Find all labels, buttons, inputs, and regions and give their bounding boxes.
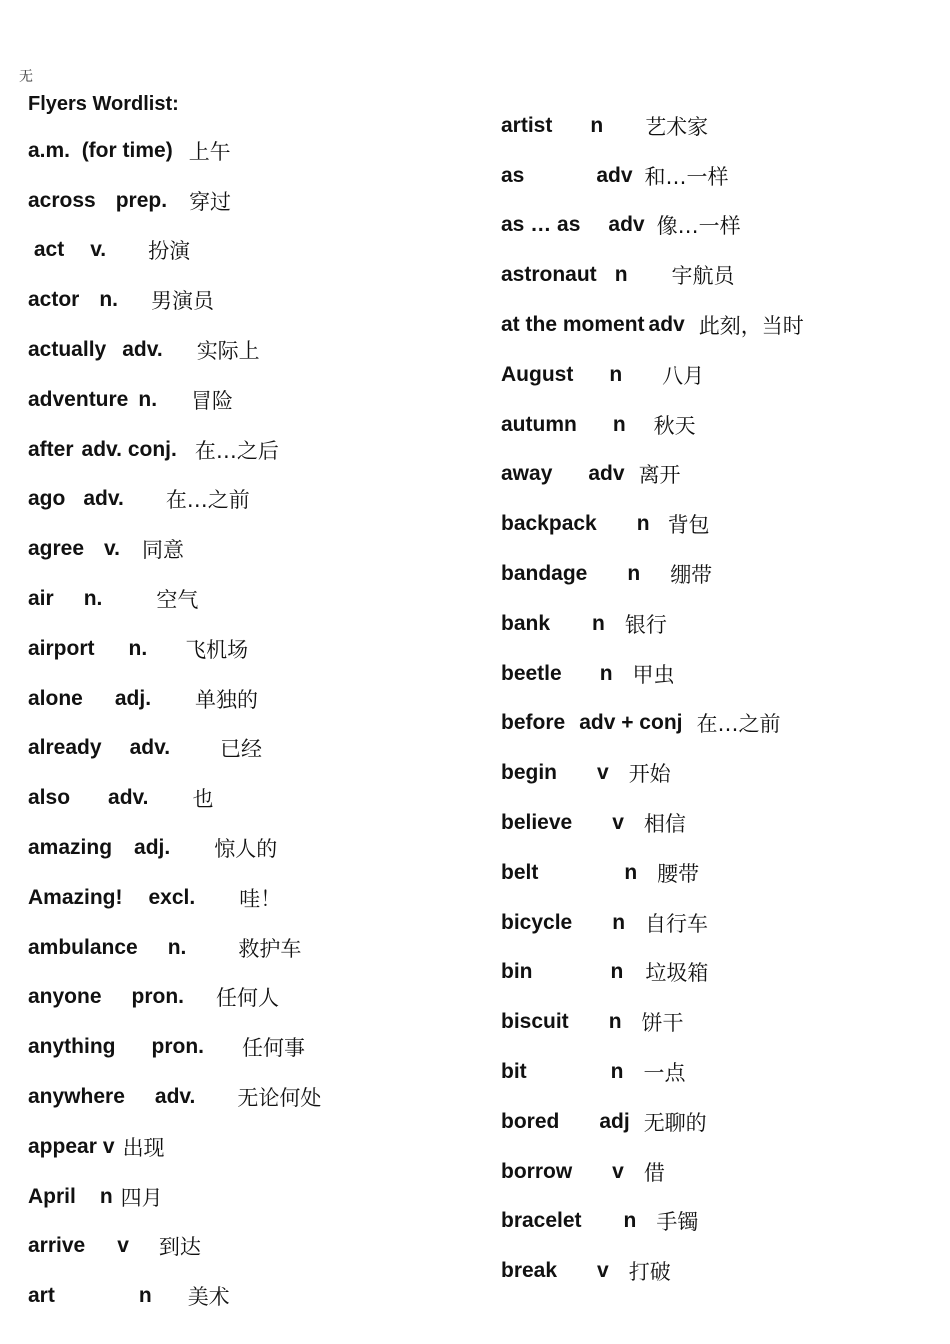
entry-part-of-speech: adv. <box>154 1085 196 1109</box>
left-word-entry <box>28 425 321 475</box>
entry-word: backpack <box>501 512 597 536</box>
entry-word: bandage <box>501 562 588 586</box>
entry-part-of-speech: v. <box>104 537 121 561</box>
entry-word: as … as <box>501 213 581 237</box>
entry-translation: 手镯 <box>656 1210 699 1235</box>
entry-translation: 飞机场 <box>185 637 249 662</box>
entry-translation: 甲虫 <box>632 662 675 687</box>
right-word-entry <box>501 848 804 898</box>
entry-part-of-speech: n <box>612 910 626 934</box>
entry-part-of-speech: n <box>624 860 638 884</box>
entry-part-of-speech: adv + conj <box>579 711 683 735</box>
entry-translation: 也 <box>192 787 214 812</box>
right-word-entry <box>501 1197 804 1247</box>
entry-translation: 相信 <box>643 812 686 837</box>
entry-translation: 无论何处 <box>237 1086 322 1111</box>
entry-translation: 上午 <box>188 139 231 164</box>
right-word-entry <box>501 300 804 350</box>
entry-word: actually <box>28 338 107 362</box>
right-word-entry <box>501 948 804 998</box>
entry-word: astronaut <box>501 263 597 287</box>
entry-part-of-speech: n. <box>138 387 158 411</box>
entry-translation: 八月 <box>662 363 705 388</box>
entry-translation: 哇！ <box>239 886 282 911</box>
entry-part-of-speech: n <box>590 113 604 137</box>
entry-word: artist <box>501 113 553 137</box>
entry-part-of-speech: adv <box>648 313 685 337</box>
entry-word: a.m. (for time) <box>28 138 173 162</box>
entry-part-of-speech: n <box>627 562 641 586</box>
entry-translation: 惊人的 <box>214 837 278 862</box>
entry-translation: 穿过 <box>189 189 232 214</box>
right-word-entry <box>501 549 804 599</box>
entry-translation: 救护车 <box>238 936 302 961</box>
entry-part-of-speech: n <box>614 263 628 287</box>
entry-word: arrive <box>28 1234 86 1258</box>
entry-part-of-speech: n <box>623 1209 637 1233</box>
entry-word: away <box>501 462 553 486</box>
left-word-entry <box>28 176 321 226</box>
entry-part-of-speech: v. <box>90 238 107 262</box>
right-word-entry <box>501 499 804 549</box>
entry-part-of-speech: adv <box>588 462 625 486</box>
entry-word: anything <box>28 1035 116 1059</box>
right-word-entry <box>501 898 804 948</box>
entry-translation: 开始 <box>628 762 671 787</box>
left-word-entry <box>28 1122 321 1172</box>
entry-word: across <box>28 188 96 212</box>
entry-part-of-speech: adv <box>596 163 633 187</box>
entry-translation: 单独的 <box>195 687 259 712</box>
entry-word: bracelet <box>501 1209 582 1233</box>
entry-part-of-speech: n <box>609 362 623 386</box>
entry-part-of-speech: adv. <box>83 487 124 511</box>
left-word-entry <box>28 524 321 574</box>
entry-translation: 在…之前 <box>696 712 781 737</box>
entry-translation: 此刻，当时 <box>698 314 804 339</box>
entry-part-of-speech: adv. conj. <box>81 437 177 461</box>
entry-part-of-speech: adv. <box>122 338 163 362</box>
entry-word: bank <box>501 611 551 635</box>
entry-translation: 腰带 <box>657 861 700 886</box>
entry-part-of-speech: n. <box>83 587 103 611</box>
entry-word: art <box>28 1284 55 1308</box>
entry-word: also <box>28 786 71 810</box>
entry-part-of-speech: v <box>612 811 624 835</box>
entry-part-of-speech: pron. <box>151 1035 204 1059</box>
entry-part-of-speech: n <box>608 1010 622 1034</box>
entry-word: beetle <box>501 661 562 685</box>
entry-word: break <box>501 1259 558 1283</box>
entry-word: adventure <box>28 387 129 411</box>
entry-part-of-speech: v <box>612 1159 624 1183</box>
right-word-entry <box>501 699 804 749</box>
entry-word: appear <box>28 1134 97 1158</box>
entry-part-of-speech: adj <box>599 1109 630 1133</box>
entry-part-of-speech: v <box>117 1234 129 1258</box>
left-word-entry <box>28 773 321 823</box>
entry-part-of-speech: adv. <box>129 736 171 760</box>
entry-translation: 饼干 <box>641 1011 684 1036</box>
page-corner-mark: 无 <box>19 69 33 85</box>
right-word-entry <box>501 1147 804 1197</box>
entry-word: ambulance <box>28 935 138 959</box>
entry-translation: 男演员 <box>151 289 215 314</box>
entry-part-of-speech: adj. <box>134 836 171 860</box>
left-word-entry <box>28 126 321 176</box>
entry-part-of-speech: n <box>610 960 624 984</box>
wordlist-title: Flyers Wordlist: <box>28 93 179 115</box>
entry-translation: 在…之前 <box>165 488 250 513</box>
entry-word: amazing <box>28 836 113 860</box>
entry-translation: 宇航员 <box>671 264 735 289</box>
entry-translation: 一点 <box>643 1061 686 1086</box>
entry-part-of-speech: pron. <box>131 985 185 1009</box>
entry-word: at the moment <box>501 313 645 337</box>
entry-translation: 艺术家 <box>645 114 709 139</box>
entry-translation: 和…一样 <box>644 164 729 189</box>
left-word-entry <box>28 475 321 525</box>
entry-translation: 自行车 <box>645 911 709 936</box>
left-word-column <box>28 126 321 1321</box>
entry-word: actor <box>28 288 80 312</box>
left-word-entry <box>28 823 321 873</box>
left-word-entry <box>28 923 321 973</box>
left-word-entry <box>28 624 321 674</box>
entry-word: bored <box>501 1109 560 1133</box>
entry-part-of-speech: adv. <box>108 786 149 810</box>
entry-translation: 同意 <box>142 538 185 563</box>
entry-part-of-speech: adj. <box>114 686 152 710</box>
entry-word: bicycle <box>501 910 573 934</box>
entry-word: April <box>28 1184 76 1208</box>
entry-translation: 出现 <box>122 1135 165 1160</box>
entry-translation: 空气 <box>156 588 199 613</box>
right-word-entry <box>501 599 804 649</box>
right-word-entry <box>501 1047 804 1097</box>
entry-translation: 打破 <box>628 1260 671 1285</box>
entry-part-of-speech: excl. <box>148 885 196 909</box>
entry-word: borrow <box>501 1159 573 1183</box>
left-word-entry <box>28 873 321 923</box>
left-word-entry <box>28 275 321 325</box>
left-word-entry <box>28 973 321 1023</box>
entry-translation: 四月 <box>120 1185 163 1210</box>
entry-translation: 美术 <box>187 1285 230 1310</box>
left-word-entry <box>28 1222 321 1272</box>
entry-word: anywhere <box>28 1085 125 1109</box>
entry-word: begin <box>501 761 557 785</box>
entry-word: believe <box>501 811 573 835</box>
left-word-entry <box>28 574 321 624</box>
right-word-column <box>501 101 804 1296</box>
entry-translation: 扮演 <box>148 239 191 264</box>
entry-translation: 到达 <box>158 1235 201 1260</box>
entry-translation: 任何人 <box>216 986 280 1011</box>
entry-translation: 银行 <box>624 612 667 637</box>
entry-translation: 绷带 <box>670 563 713 588</box>
entry-translation: 已经 <box>220 737 263 762</box>
entry-translation: 冒险 <box>191 388 234 413</box>
right-word-entry <box>501 1246 804 1296</box>
entry-word: August <box>501 362 574 386</box>
left-word-entry <box>28 724 321 774</box>
entry-translation: 任何事 <box>242 1036 305 1061</box>
entry-word: bit <box>501 1060 527 1084</box>
left-word-entry <box>28 325 321 375</box>
right-word-entry <box>501 450 804 500</box>
entry-word: belt <box>501 860 539 884</box>
entry-word: bin <box>501 960 533 984</box>
entry-word: after <box>28 437 74 461</box>
entry-word: air <box>28 587 54 611</box>
entry-word: biscuit <box>501 1010 569 1034</box>
entry-translation: 像…一样 <box>656 214 741 239</box>
left-word-entry <box>28 1022 321 1072</box>
right-word-entry <box>501 748 804 798</box>
entry-part-of-speech: v <box>597 761 609 785</box>
left-word-entry <box>28 226 321 276</box>
entry-translation: 背包 <box>667 513 710 538</box>
entry-part-of-speech: n. <box>99 288 119 312</box>
entry-part-of-speech: v <box>102 1134 115 1158</box>
entry-word: airport <box>28 636 95 660</box>
entry-word: as <box>501 163 525 187</box>
entry-part-of-speech: adv <box>608 213 645 237</box>
right-word-entry <box>501 649 804 699</box>
entry-part-of-speech: n <box>138 1284 152 1308</box>
entry-translation: 借 <box>643 1160 665 1185</box>
entry-translation: 实际上 <box>196 339 260 364</box>
entry-part-of-speech: prep. <box>115 188 168 212</box>
left-word-entry <box>28 1271 321 1321</box>
entry-part-of-speech: n <box>592 611 605 635</box>
entry-part-of-speech: n. <box>128 636 148 660</box>
left-word-entry <box>28 1172 321 1222</box>
right-word-entry <box>501 201 804 251</box>
entry-word: Amazing! <box>28 885 123 909</box>
entry-part-of-speech: n <box>599 661 613 685</box>
left-word-entry <box>28 375 321 425</box>
entry-part-of-speech: n <box>612 412 626 436</box>
left-word-entry <box>28 674 321 724</box>
entry-translation: 垃圾箱 <box>645 961 709 986</box>
entry-word: autumn <box>501 412 577 436</box>
entry-translation: 离开 <box>638 463 681 488</box>
right-word-entry <box>501 798 804 848</box>
entry-word: ago <box>28 487 66 511</box>
entry-word: alone <box>28 686 83 710</box>
entry-part-of-speech: n <box>99 1184 113 1208</box>
entry-translation: 秋天 <box>653 413 696 438</box>
right-word-entry <box>501 400 804 450</box>
entry-translation: 在…之后 <box>194 438 279 463</box>
right-word-entry <box>501 1097 804 1147</box>
right-word-entry <box>501 350 804 400</box>
left-word-entry <box>28 1072 321 1122</box>
entry-word: already <box>28 736 102 760</box>
entry-word: anyone <box>28 985 102 1009</box>
entry-word: agree <box>28 537 85 561</box>
entry-translation: 无聊的 <box>643 1110 707 1135</box>
entry-word: act <box>28 238 65 262</box>
right-word-entry <box>501 997 804 1047</box>
entry-part-of-speech: n <box>610 1060 624 1084</box>
entry-word: before <box>501 711 566 735</box>
entry-part-of-speech: v <box>597 1259 609 1283</box>
right-word-entry <box>501 250 804 300</box>
entry-part-of-speech: n <box>636 512 650 536</box>
right-word-entry <box>501 151 804 201</box>
entry-part-of-speech: n. <box>167 935 187 959</box>
right-word-entry <box>501 101 804 151</box>
